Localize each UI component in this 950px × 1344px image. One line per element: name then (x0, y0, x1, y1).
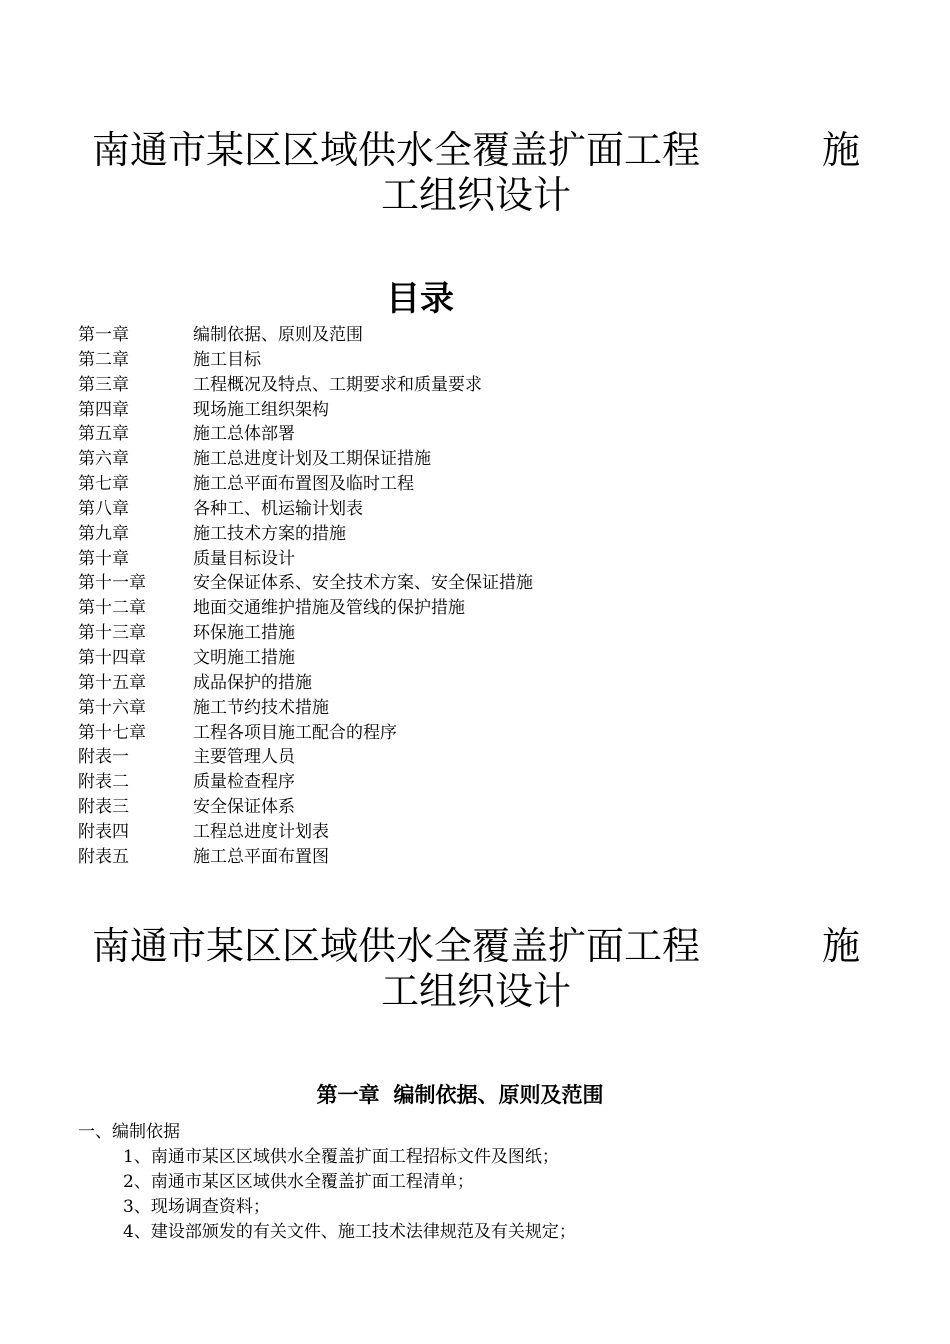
toc-item-title: 文明施工措施 (193, 647, 295, 668)
toc-item-number: 第十一章 (78, 573, 146, 594)
toc-item-number: 第十章 (78, 548, 129, 569)
section-heading: 一、编制依据 (78, 1122, 180, 1142)
toc-item-number: 第十七章 (78, 722, 146, 743)
cover-title-line1 (92, 128, 860, 173)
toc-item-number: 第七章 (78, 474, 129, 495)
toc-item-number: 第十五章 (78, 672, 146, 693)
toc-item-title: 质量检查程序 (193, 772, 295, 793)
toc-item-title: 成品保护的措施 (193, 672, 312, 693)
body-title-line2: 工组织设计 (380, 969, 571, 1013)
toc-item-title: 现场施工组织架构 (193, 399, 329, 420)
toc-item-title: 施工技术方案的措施 (193, 523, 346, 544)
toc-item-title: 工程总进度计划表 (193, 821, 329, 842)
body-title (92, 924, 860, 1014)
toc-item (78, 398, 533, 423)
toc-item-number: 附表二 (78, 772, 129, 793)
toc-item (78, 497, 533, 522)
toc-item (78, 820, 533, 845)
toc-item-number: 附表一 (78, 747, 129, 768)
toc-item (78, 348, 533, 373)
toc-item-number: 第十二章 (78, 598, 146, 619)
toc-item-number: 第四章 (78, 399, 129, 420)
toc-item-title: 环保施工措施 (193, 623, 295, 644)
body-title-main: 南通市某区区域供水全覆盖扩面工程 (92, 924, 701, 968)
basis-item: 1、南通市某区区域供水全覆盖扩面工程招标文件及图纸； (123, 1147, 559, 1167)
toc-item (78, 596, 533, 621)
toc-item (78, 522, 533, 547)
toc-item-number: 第一章 (78, 325, 129, 345)
cover-title-tail: 施 (821, 128, 860, 172)
toc-item (78, 621, 533, 646)
toc-item-title: 安全保证体系、安全技术方案、安全保证措施 (193, 573, 533, 594)
toc-item (78, 323, 533, 348)
toc-item (78, 373, 533, 398)
toc-item (78, 721, 533, 746)
toc-item-title: 各种工、机运输计划表 (193, 498, 363, 519)
toc-item (78, 745, 533, 770)
basis-item: 2、南通市某区区域供水全覆盖扩面工程清单； (123, 1172, 474, 1192)
toc-item-number: 第六章 (78, 449, 129, 470)
toc-item-number: 第三章 (78, 374, 129, 395)
toc-item-number: 附表四 (78, 821, 129, 842)
basis-item: 3、现场调查资料； (123, 1197, 270, 1217)
toc-item-title: 施工总进度计划及工期保证措施 (193, 449, 431, 470)
basis-item: 4、建设部颁发的有关文件、施工技术法律规范及有关规定； (123, 1222, 576, 1242)
toc-item (78, 646, 533, 671)
body-title-tail: 施 (821, 924, 860, 968)
toc-item-number: 第九章 (78, 523, 129, 544)
toc-item (78, 472, 533, 497)
toc-item (78, 845, 533, 870)
chapter-title: 编制依据、原则及范围 (393, 1083, 604, 1107)
toc-item-title: 工程概况及特点、工期要求和质量要求 (193, 374, 482, 395)
toc-item-title: 地面交通维护措施及管线的保护措施 (193, 598, 465, 619)
cover-title (92, 128, 860, 218)
toc-item (78, 422, 533, 447)
toc-item-title: 主要管理人员 (193, 747, 295, 768)
toc-item-number: 第五章 (78, 424, 129, 445)
toc-item-title: 施工总体部署 (193, 424, 295, 445)
toc-item-number: 第十四章 (78, 647, 146, 668)
toc-item-number: 附表三 (78, 797, 129, 818)
toc-item (78, 547, 533, 572)
toc-item-number: 附表五 (78, 846, 129, 867)
toc-item (78, 770, 533, 795)
cover-title-main: 南通市某区区域供水全覆盖扩面工程 (92, 128, 701, 172)
toc-item-title: 编制依据、原则及范围 (193, 325, 363, 345)
toc-item-title: 安全保证体系 (193, 797, 295, 818)
toc-item (78, 671, 533, 696)
toc-item-title: 工程各项目施工配合的程序 (193, 722, 397, 743)
body-title-line1 (92, 924, 860, 969)
toc-item-number: 第八章 (78, 498, 129, 519)
toc-item (78, 447, 533, 472)
toc-item-number: 第二章 (78, 349, 129, 370)
toc-item-number: 第十三章 (78, 623, 146, 644)
toc-item (78, 696, 533, 721)
cover-title-line2: 工组织设计 (380, 173, 571, 217)
toc-item-title: 质量目标设计 (193, 548, 295, 569)
toc-list (78, 323, 533, 870)
toc-item-title: 施工总平面布置图 (193, 846, 329, 867)
chapter-number: 第一章 (316, 1083, 380, 1107)
toc-item-title: 施工目标 (193, 349, 261, 370)
toc-heading: 目录 (386, 279, 454, 319)
toc-item-title: 施工总平面布置图及临时工程 (193, 474, 414, 495)
toc-item-title: 施工节约技术措施 (193, 697, 329, 718)
toc-item-number: 第十六章 (78, 697, 146, 718)
basis-list (123, 1145, 576, 1245)
toc-item (78, 795, 533, 820)
chapter-heading (0, 1080, 920, 1110)
toc-item (78, 571, 533, 596)
